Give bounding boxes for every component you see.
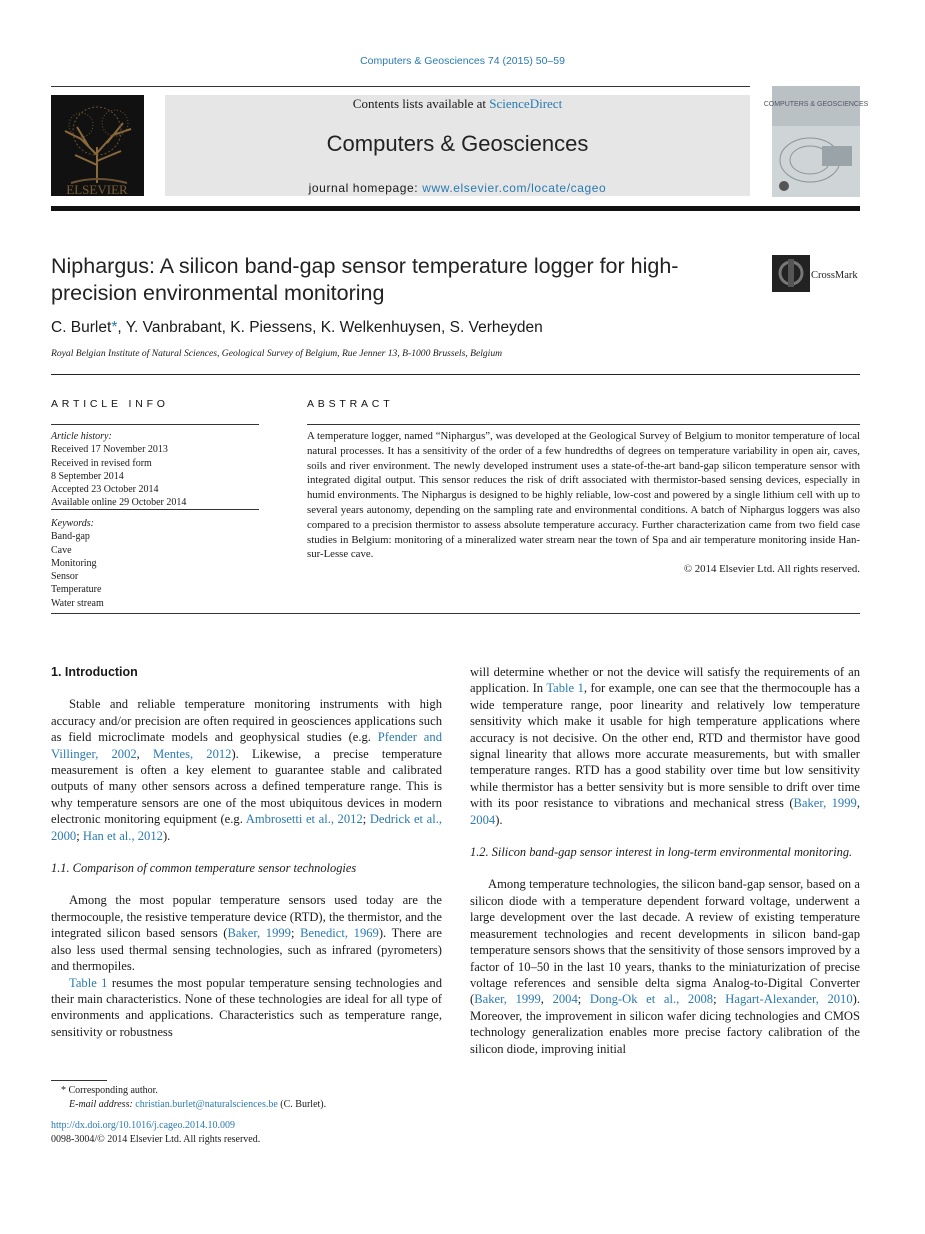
svg-text:CrossMark: CrossMark <box>811 270 858 281</box>
citation-link[interactable]: Dong-Ok et al., 2008 <box>589 992 714 1007</box>
article-title: Niphargus: A silicon band-gap sensor temperature logger for high-precision environmental monitoring <box>51 254 679 305</box>
email-note: E-mail address: christian.burlet@naturalsciences.be (C. Burlet). <box>69 1098 327 1110</box>
table-link[interactable]: Table 1 <box>546 681 584 696</box>
corresponding-author-mark[interactable]: * <box>111 319 118 336</box>
citation-link[interactable]: Hagart-Alexander, 2010 <box>725 992 853 1007</box>
article-history: Article history: Received 17 November 2013 Received in revised form 8 September 2014 Accepted 23 October 2014 Available online 29 October 2014 <box>51 430 261 510</box>
article-info-rule <box>51 424 259 425</box>
citation-link[interactable]: Benedict, 1969 <box>300 926 379 941</box>
paragraph: Among temperature technologies, the silicon band-gap sensor, based on a silicon diode with a temperature dependent forward voltage, underwent a large development over the last decade. A review of existing temperature measurement technologies and recent developments in silicon band-gap temperature sensors shows that the sensitivity of those sensors improved by a factor of 10–50 in the last 10 years, thanks to the miniaturization of precise voltage references and sensible delta sigma Analog-to-Digital Converter (Baker, 1999, 2004; Dong-Ok et al., 2008; Hagart-Alexander, 2010). Moreover, the improvement in silicon wafer dicing technologies and CMOS technology generalization enables more precise factory calibration of the silicon diode, improving initial <box>470 877 860 1056</box>
keyword: Water stream <box>51 597 104 609</box>
history-rule <box>51 509 259 510</box>
citation-link[interactable]: Baker, 1999 <box>474 992 541 1007</box>
citation-link[interactable]: Baker, 1999 <box>793 796 857 811</box>
sciencedirect-link[interactable]: ScienceDirect <box>489 96 563 111</box>
citation-link[interactable]: 2004 <box>470 812 496 827</box>
footnotes <box>51 1084 451 1146</box>
header-thick-rule <box>51 206 860 211</box>
citation-link[interactable]: Han et al., 2012 <box>82 828 163 843</box>
crossmark-icon <box>772 255 862 293</box>
front-matter-rule <box>51 613 860 614</box>
subsection-heading-1-1: 1.1. Comparison of common temperature sensor technologies <box>51 861 357 876</box>
table-link[interactable]: Table 1 <box>69 975 108 990</box>
journal-banner <box>165 95 750 196</box>
tree-logo-icon <box>51 95 144 196</box>
corresponding-author-note: * Corresponding author. <box>61 1085 158 1096</box>
email-link[interactable]: christian.burlet@naturalsciences.be <box>135 1098 278 1110</box>
history-item: Accepted 23 October 2014 <box>51 484 159 496</box>
author-burlet: C. Burlet <box>51 319 112 336</box>
article-info-heading: ARTICLE INFO <box>51 398 169 410</box>
keyword: Band-gap <box>51 531 90 543</box>
homepage-link[interactable]: www.elsevier.com/locate/cageo <box>422 181 607 195</box>
left-column <box>51 664 442 1040</box>
history-item: Received 17 November 2013 <box>51 444 168 456</box>
abstract-text: A temperature logger, named “Niphargus”, was developed at the Geological Survey of Belgium to monitor temperature of local natural processes. It has a sensitivity of the order of a few hundredths of degrees on temperature variability in open air, caves, soils and river environment. The newly developed instrument uses a state-of-the-art band-gap silicon temperature sensor with integrated digital output. This sensor reduces the risk of drift associated with thermistor-based sensing devices, especially in humid environments. The Niphargus is designed to be highly reliable, low-cost and powered by a single lithium cell with up to several years autonomy, depending on the sampling rate and environmental conditions. A batch of Niphargus loggers was also compared to a precision thermistor to assess absolute temperature accuracy. Further characterization came from two field case studies in Belgium: monitoring of a mineralized water stream near the town of Spa and air temperature monitoring inside Han-sur-Lesse cave. <box>307 430 860 561</box>
citation-link[interactable]: Dedrick et al., 2000 <box>51 812 442 843</box>
journal-homepage: journal homepage: www.elsevier.com/locate/cageo <box>308 181 607 195</box>
footnote-rule <box>51 1080 107 1081</box>
citation-link[interactable]: Mentes, 2012 <box>152 746 232 761</box>
title-rule <box>51 374 860 375</box>
header-rule <box>51 86 750 87</box>
keyword: Cave <box>51 544 72 556</box>
svg-text:ELSEVIER: ELSEVIER <box>66 182 128 197</box>
journal-cover-image <box>763 86 869 197</box>
keywords: Keywords: Band-gap Cave Monitoring Sensor Temperature Water stream <box>51 517 261 610</box>
citation-link[interactable]: Ambrosetti et al., 2012 <box>245 812 363 827</box>
citation-link[interactable]: 2004 <box>552 992 578 1007</box>
journal-citation[interactable]: Computers & Geosciences 74 (2015) 50–59 <box>360 55 565 67</box>
abstract-copyright: © 2014 Elsevier Ltd. All rights reserved. <box>683 563 860 576</box>
keyword: Monitoring <box>51 557 97 569</box>
history-item: 8 September 2014 <box>51 470 124 482</box>
issn-line: 0098-3004/© 2014 Elsevier Ltd. All rights reserved. <box>51 1133 261 1145</box>
abstract-heading: ABSTRACT <box>307 398 394 410</box>
paragraph: Among the most popular temperature sensors used today are the thermocouple, the resistive temperature device (RTD), the thermistor, and the integrated silicon based sensors (Baker, 1999; Benedict, 1969). There are also less used thermal sensing technologies, such as infrared (pyrometers) and thermopiles. <box>51 893 442 974</box>
author-list <box>51 319 851 337</box>
doi-link[interactable]: http://dx.doi.org/10.1016/j.cageo.2014.10.009 <box>51 1120 235 1131</box>
cover-art-icon <box>763 86 869 197</box>
affiliation: Royal Belgian Institute of Natural Sciences, Geological Survey of Belgium, Rue Jenner 13, B-1000 Brussels, Belgium <box>51 348 503 359</box>
section-heading-introduction: 1. Introduction <box>51 665 138 679</box>
history-item: Available online 29 October 2014 <box>51 497 187 509</box>
other-authors: , Y. Vanbrabant, K. Piessens, K. Welkenhuysen, S. Verheyden <box>117 319 543 336</box>
elsevier-logo <box>51 95 144 196</box>
citation-link[interactable]: Baker, 1999 <box>227 926 291 941</box>
right-column <box>470 664 860 1057</box>
contents-line: Contents lists available at ScienceDirect <box>352 96 563 111</box>
history-item: Received in revised form <box>51 457 152 469</box>
abstract <box>307 429 860 577</box>
paragraph: Stable and reliable temperature monitoring instruments with high accuracy and/or precision are often required in geosciences applications such as field microclimate models and geophysical studies (e.g. Pfender and Villinger, 2002, Mentes, 2012). Likewise, a precise temperature measurement is often a key element to guarantee stable and calibrated outputs of many other sensors across a defined temperature range. This is why temperature sensors are one of the most ubiquitous devices in modern electronic monitoring equipment (e.g. Ambrosetti et al., 2012; Dedrick et al., 2000; Han et al., 2012). <box>51 697 442 843</box>
abstract-rule <box>307 424 860 425</box>
paragraph: Table 1 resumes the most popular temperature sensing technologies and their main characteristics. None of these technologies are ideal for all type of environments and applications. Characteristics such as temperature range, sensitivity or robustness <box>51 975 442 1039</box>
citation-link[interactable]: Pfender and Villinger, 2002 <box>51 730 442 761</box>
paragraph: will determine whether or not the device will satisfy the requirements of an application. In Table 1, for example, one can see that the thermocouple has a wide temperature range, poor linearity and relatively low temperature sensitivity which make it usable for high temperature applications where accuracy is not decisive. On the other end, RTD and thermistor have good signal linearity that allows more accurate measurements, but with smaller temperature ranges. RTD has a good stability over time but low sensitivity while thermistor has a better sensivity but is more sensible to drift over time with its poor resistance to vibrations and mechanical stress (Baker, 1999, 2004). <box>470 665 860 827</box>
keyword: Sensor <box>51 571 79 583</box>
crossmark-badge[interactable] <box>772 255 862 293</box>
keyword: Temperature <box>51 584 102 596</box>
journal-name: Computers & Geosciences <box>326 131 589 156</box>
svg-text:COMPUTERS & GEOSCIENCES: COMPUTERS & GEOSCIENCES <box>763 101 869 108</box>
subsection-heading-1-2: 1.2. Silicon band-gap sensor interest in long-term environmental monitoring. <box>470 845 853 860</box>
